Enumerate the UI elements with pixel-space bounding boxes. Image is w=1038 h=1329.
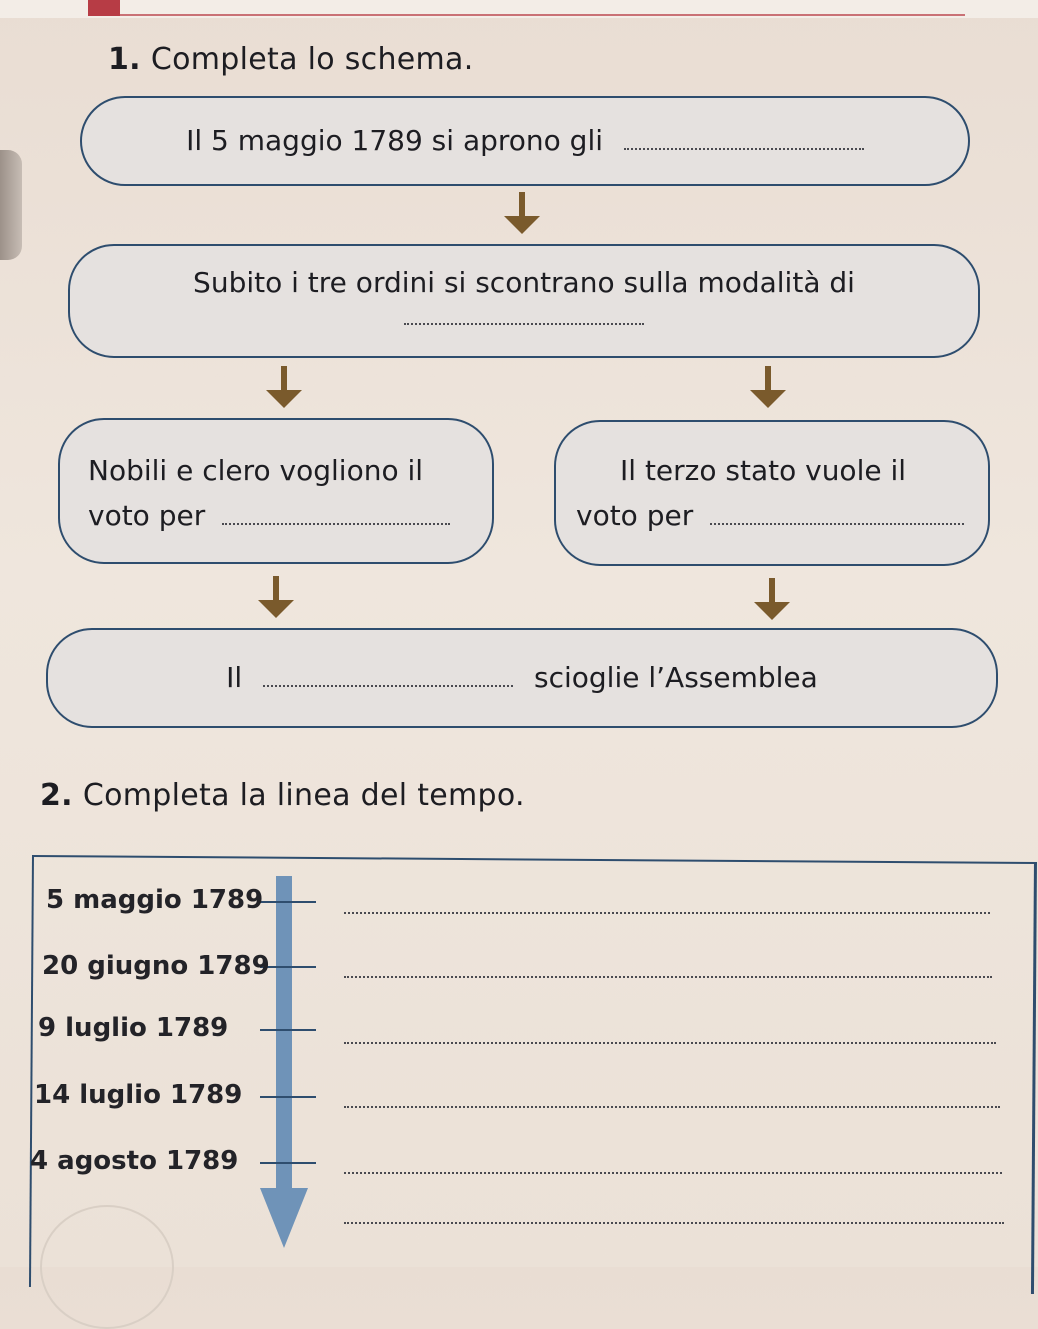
timeline-tick: [260, 1029, 316, 1031]
exercise-1-number: 1.: [108, 42, 141, 77]
timeline-date: 14 luglio 1789: [34, 1080, 243, 1110]
timeline-answer-line[interactable]: [344, 1222, 1004, 1224]
pencil-edge: [0, 150, 22, 260]
box-1-blank[interactable]: [624, 144, 864, 150]
box-3-line-2: voto per: [88, 499, 206, 532]
box-4-line-1: Il terzo stato vuole il: [620, 454, 907, 487]
box-3-line-1: Nobili e clero vogliono il: [88, 454, 424, 487]
timeline-bar-arrow-icon: [258, 876, 310, 1252]
timeline-frame: [29, 855, 1037, 1294]
exercise-1-heading: [108, 42, 474, 77]
arrow-down-icon: [752, 578, 792, 620]
box-4-line-2: voto per: [576, 499, 694, 532]
arrow-down-icon: [748, 366, 788, 408]
timeline-answer-line[interactable]: [344, 976, 992, 978]
timeline-date: 5 maggio 1789: [46, 885, 264, 915]
schema-box-3: [58, 418, 494, 564]
arrow-down-icon: [264, 366, 304, 408]
box-5-prefix: Il: [226, 661, 243, 694]
timeline-date: 4 agosto 1789: [30, 1146, 239, 1176]
exercise-2-instruction: Completa la linea del tempo.: [82, 778, 525, 813]
box-4-blank[interactable]: [710, 519, 964, 525]
timeline-date: 20 giugno 1789: [42, 951, 270, 981]
timeline-answer-line[interactable]: [344, 1042, 996, 1044]
timeline-answer-line[interactable]: [344, 1172, 1002, 1174]
timeline-tick: [260, 901, 316, 903]
box-5-blank[interactable]: [263, 681, 513, 687]
timeline-date: 9 luglio 1789: [38, 1013, 229, 1043]
exercise-1-instruction: Completa lo schema.: [150, 42, 474, 77]
schema-box-1: [80, 96, 970, 186]
arrow-down-icon: [502, 192, 542, 234]
schema-box-5: [46, 628, 998, 728]
box-2-text: Subito i tre ordini si scontrano sulla modalità di: [193, 266, 855, 299]
exercise-2-number: 2.: [40, 778, 73, 813]
timeline-tick: [260, 1096, 316, 1098]
header-rule: [120, 14, 965, 16]
schema-box-2: [68, 244, 980, 358]
timeline-tick: [260, 1162, 316, 1164]
faint-circle-mark: [40, 1205, 174, 1329]
box-1-text: Il 5 maggio 1789 si aprono gli: [186, 124, 604, 157]
box-5-suffix: scioglie l’Assemblea: [534, 661, 818, 694]
arrow-down-icon: [256, 576, 296, 618]
box-2-blank[interactable]: [404, 319, 644, 325]
schema-box-4: [554, 420, 990, 566]
exercise-2-heading: [40, 778, 525, 813]
timeline-answer-line[interactable]: [344, 1106, 1000, 1108]
header-color-tab: [88, 0, 120, 16]
box-3-blank[interactable]: [222, 519, 450, 525]
timeline-answer-line[interactable]: [344, 912, 990, 914]
